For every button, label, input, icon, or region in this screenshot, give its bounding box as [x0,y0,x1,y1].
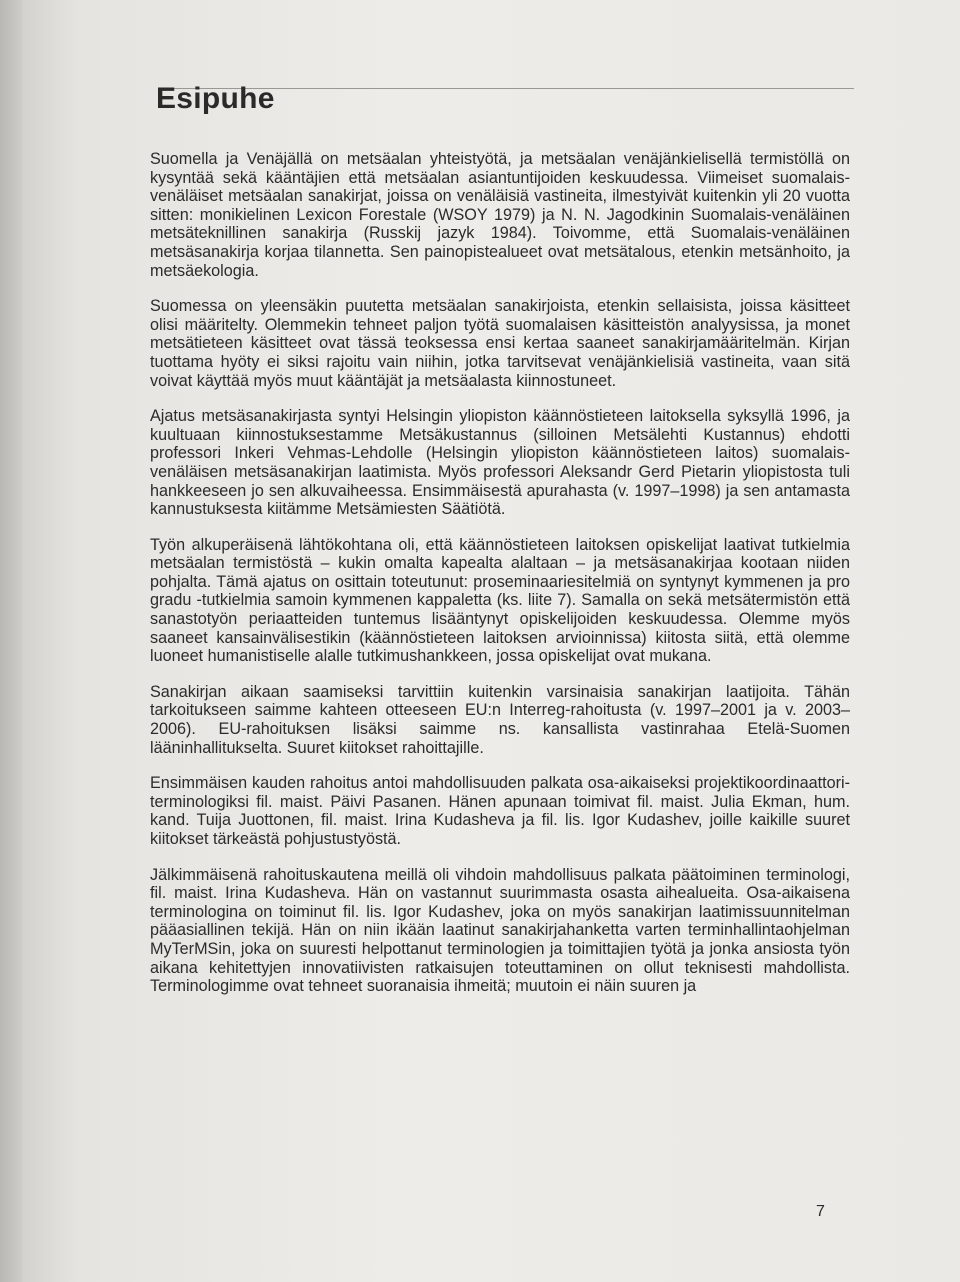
page-number: 7 [816,1203,825,1220]
book-spine-shadow [0,0,22,1282]
paragraph-2: Suomessa on yleensäkin puutetta metsäalan sanakirjoista, etenkin sellaisista, joissa käsitteet olisi määritelty. Olemmekin tehneet paljon työtä suomalaisen käsitteistön analyysissa, ja monet metsätieteen käsitteet ovat tässä teoksessa ensi kertaa saaneet sanakirjamääritelmän. Kirjan tuottama hyöty ei siksi rajoitu vain niihin, jotka tarvitsevat venäjänkielisiä vastineita, vaan sitä voivat käyttää myös muut kääntäjät ja metsäalasta kiinnostuneet. [150,297,850,390]
paragraph-3: Ajatus metsäsanakirjasta syntyi Helsingin yliopiston käännöstieteen laitoksella syksyllä 1996, ja kuultuaan kiinnostuksestamme Metsäkustannus (silloinen Metsälehti Kustannus) ehdotti professori Inkeri Vehmas-Lehdolle (Helsingin yliopiston käännöstieteen laitos) suomalais-venäläisen metsäsanakirjan laatimista. Myös professori Aleksandr Gerd Pietarin yliopistosta tuli hankkeeseen jo sen alkuvaiheessa. Ensimmäisestä apurahasta (v. 1997–1998) ja sen antamasta kannustuksesta kiitämme Metsämiesten Säätiötä. [150,407,850,519]
paragraph-7: Jälkimmäisenä rahoituskautena meillä oli vihdoin mahdollisuus palkata päätoiminen terminologi, fil. maist. Irina Kudasheva. Hän on vastannut suurimmasta osasta aihealueita. Osa-aikaisena terminologina on toiminut fil. lis. Igor Kudashev, joka on myös sanakirjan laatimissuunnitelman pääasiallinen tekijä. Hän on niin ikään laatinut sanakirjahanketta varten terminhallintaohjelman MyTerMSin, joka on suuresti helpottanut terminologien ja toimittajien työtä ja jonka ansiosta työn aikana kehitettyjen innovatiivisten ratkaisujen toteuttaminen on ollut teknisesti mahdollista. Terminologimme ovat tehneet suoranaisia ihmeitä; muutoin ei näin suuren ja [150,865,850,996]
body-text [150,150,850,1013]
paragraph-1: Suomella ja Venäjällä on metsäalan yhteistyötä, ja metsäalan venäjänkielisellä termistöllä on kysyntää sekä kääntäjien että metsäalan asiantuntijoiden keskuudessa. Viimeiset suomalais-venäläiset metsäalan sanakirjat, joissa on venäläisiä vastineita, ilmestyivät kuitenkin yli 20 vuotta sitten: monikielinen Lexicon Forestale (WSOY 1979) ja N. N. Jagodkinin Suomalais-venäläinen metsäteknillinen sanakirja (Russkij jazyk 1984). Toivomme, että Suomalais-venäläinen metsäsanakirja korjaa tilannetta. Sen painopistealueet ovat metsätalous, etenkin metsänhoito, ja metsäekologia. [150,150,850,280]
page-heading: Esipuhe [156,82,275,115]
paragraph-6: Ensimmäisen kauden rahoitus antoi mahdollisuuden palkata osa-aikaiseksi projektikoordinaattori-terminologiksi fil. maist. Päivi Pasanen. Hänen apunaan toimivat fil. maist. Julia Ekman, hum. kand. Tuija Juottonen, fil. maist. Irina Kudasheva ja fil. lis. Igor Kudashev, joille kaikille suuret kiitokset tärkeästä pohjustustyöstä. [150,774,850,848]
paragraph-4: Työn alkuperäisenä lähtökohtana oli, että käännöstieteen laitoksen opiskelijat laativat tutkielmia metsäalan termistöstä – kukin omalta kapealta alaltaan – ja metsäsanakirjaa kootaan niiden pohjalta. Tämä ajatus on osittain toteutunut: proseminaariesitelmiä on syntynyt kymmenen ja pro gradu -tutkielmia samoin kymmenen kappaletta (ks. liite 7). Samalla on sekä metsätermistön että sanastotyön periaatteiden tuntemus lisääntynyt opiskelijoiden keskuudessa. Olemme myös saaneet kansainvälisestikin (käännöstieteen laitoksen arvioinnissa) kiitosta siitä, että olemme luoneet humanistiselle alalle tutkimushankkeen, jossa opiskelijat ovat mukana. [150,535,850,666]
paragraph-5: Sanakirjan aikaan saamiseksi tarvittiin kuitenkin varsinaisia sanakirjan laatijoita. Tähän tarkoitukseen saimme kahteen otteeseen EU:n Interreg-rahoitusta (v. 1997–2001 ja v. 2003–2006). EU-rahoituksen lisäksi saimme ns. kansallista vastinrahaa Etelä-Suomen lääninhallitukselta. Suuret kiitokset rahoittajille. [150,682,850,757]
